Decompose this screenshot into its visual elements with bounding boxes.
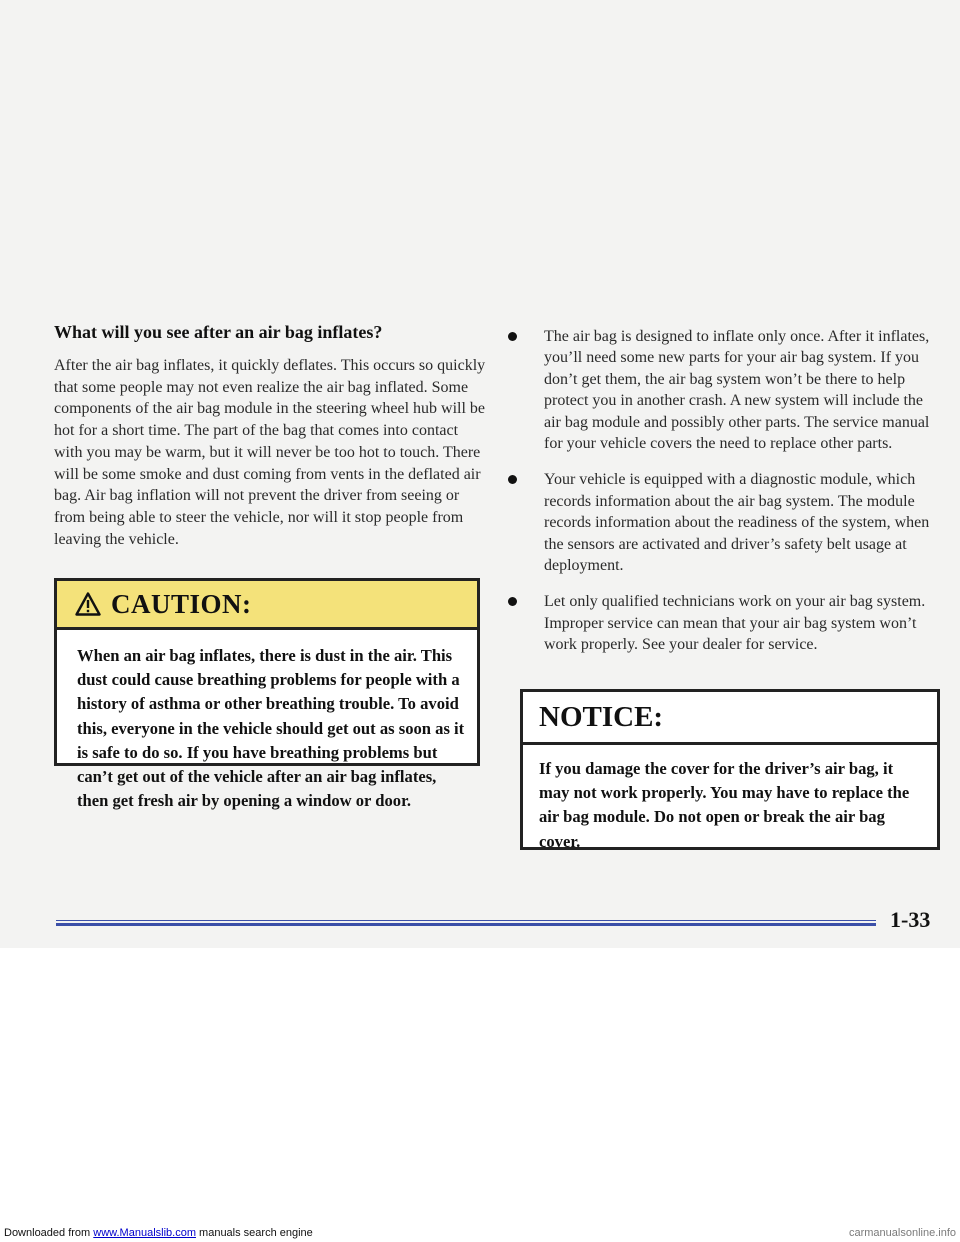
page-number: 1-33: [890, 907, 931, 932]
notice-title: NOTICE:: [539, 700, 664, 733]
bullet-text: Let only qualified technicians work on your air bag system. Improper service can mean that your air bag system won’t work properly. See your dealer for service.: [544, 593, 926, 654]
right-column: [508, 326, 940, 671]
list-item: [508, 326, 940, 454]
watermark-text: carmanualsonline.info: [848, 1227, 956, 1239]
section-heading: What will you see after an air bag inflates?: [54, 322, 383, 342]
caution-header: [57, 581, 477, 630]
bullet-list: [508, 326, 940, 656]
bullet-dot-icon: [508, 597, 517, 606]
caution-text: When an air bag inflates, there is dust in the air. This dust could cause breathing problems for people with a history of asthma or other breathing trouble. To avoid this, everyone in the vehicle should get out as soon as it is safe to do so. If you have breathing problems but can’t get out of the vehicle after an air bag inflates, then get fresh air by opening a window or door.: [77, 646, 465, 811]
footer-rule: [56, 920, 876, 928]
notice-box: [520, 689, 940, 850]
bullet-text: Your vehicle is equipped with a diagnostic module, which records information about the air bag system. The module records information about the readiness of the system, when the sensors are activated and driver’s safety belt usage at deployment.: [544, 471, 930, 575]
left-column: [54, 322, 490, 550]
notice-text: If you damage the cover for the driver’s air bag, it may not work properly. You may have to replace the air bag module. Do not open or break the air bag cover.: [539, 759, 910, 851]
download-credit: Downloaded from www.Manualslib.com manuals search engine: [4, 1227, 313, 1239]
notice-header: [523, 692, 937, 745]
body-paragraph: After the air bag inflates, it quickly deflates. This occurs so quickly that some people may not even realize the air bag inflated. Some components of the air bag module in the steering wheel hub will be hot for a short time. The part of the bag that comes into contact with you may be warm, but it will never be too hot to touch. There will be some smoke and dust coming from vents in the deflated air bag. Air bag inflation will not prevent the driver from seeing or from being able to steer the vehicle, nor will it stop people from leaving the vehicle.: [54, 357, 486, 548]
download-footer: [0, 1226, 960, 1242]
warning-triangle-icon: [75, 592, 101, 616]
caution-title: CAUTION:: [111, 588, 252, 619]
bullet-text: The air bag is designed to inflate only once. After it inflates, you’ll need some new parts for your air bag system. If you don’t get them, the air bag system won’t be there to help protect you in another crash. A new system will include the air bag module and possibly other parts. The service manual for your vehicle covers the need to replace other parts.: [544, 328, 930, 453]
bullet-dot-icon: [508, 475, 517, 484]
list-item: [508, 591, 940, 655]
bullet-dot-icon: [508, 332, 517, 341]
manualslib-link[interactable]: www.Manualslib.com: [93, 1227, 196, 1239]
caution-box: [54, 578, 480, 811]
list-item: [508, 469, 940, 576]
